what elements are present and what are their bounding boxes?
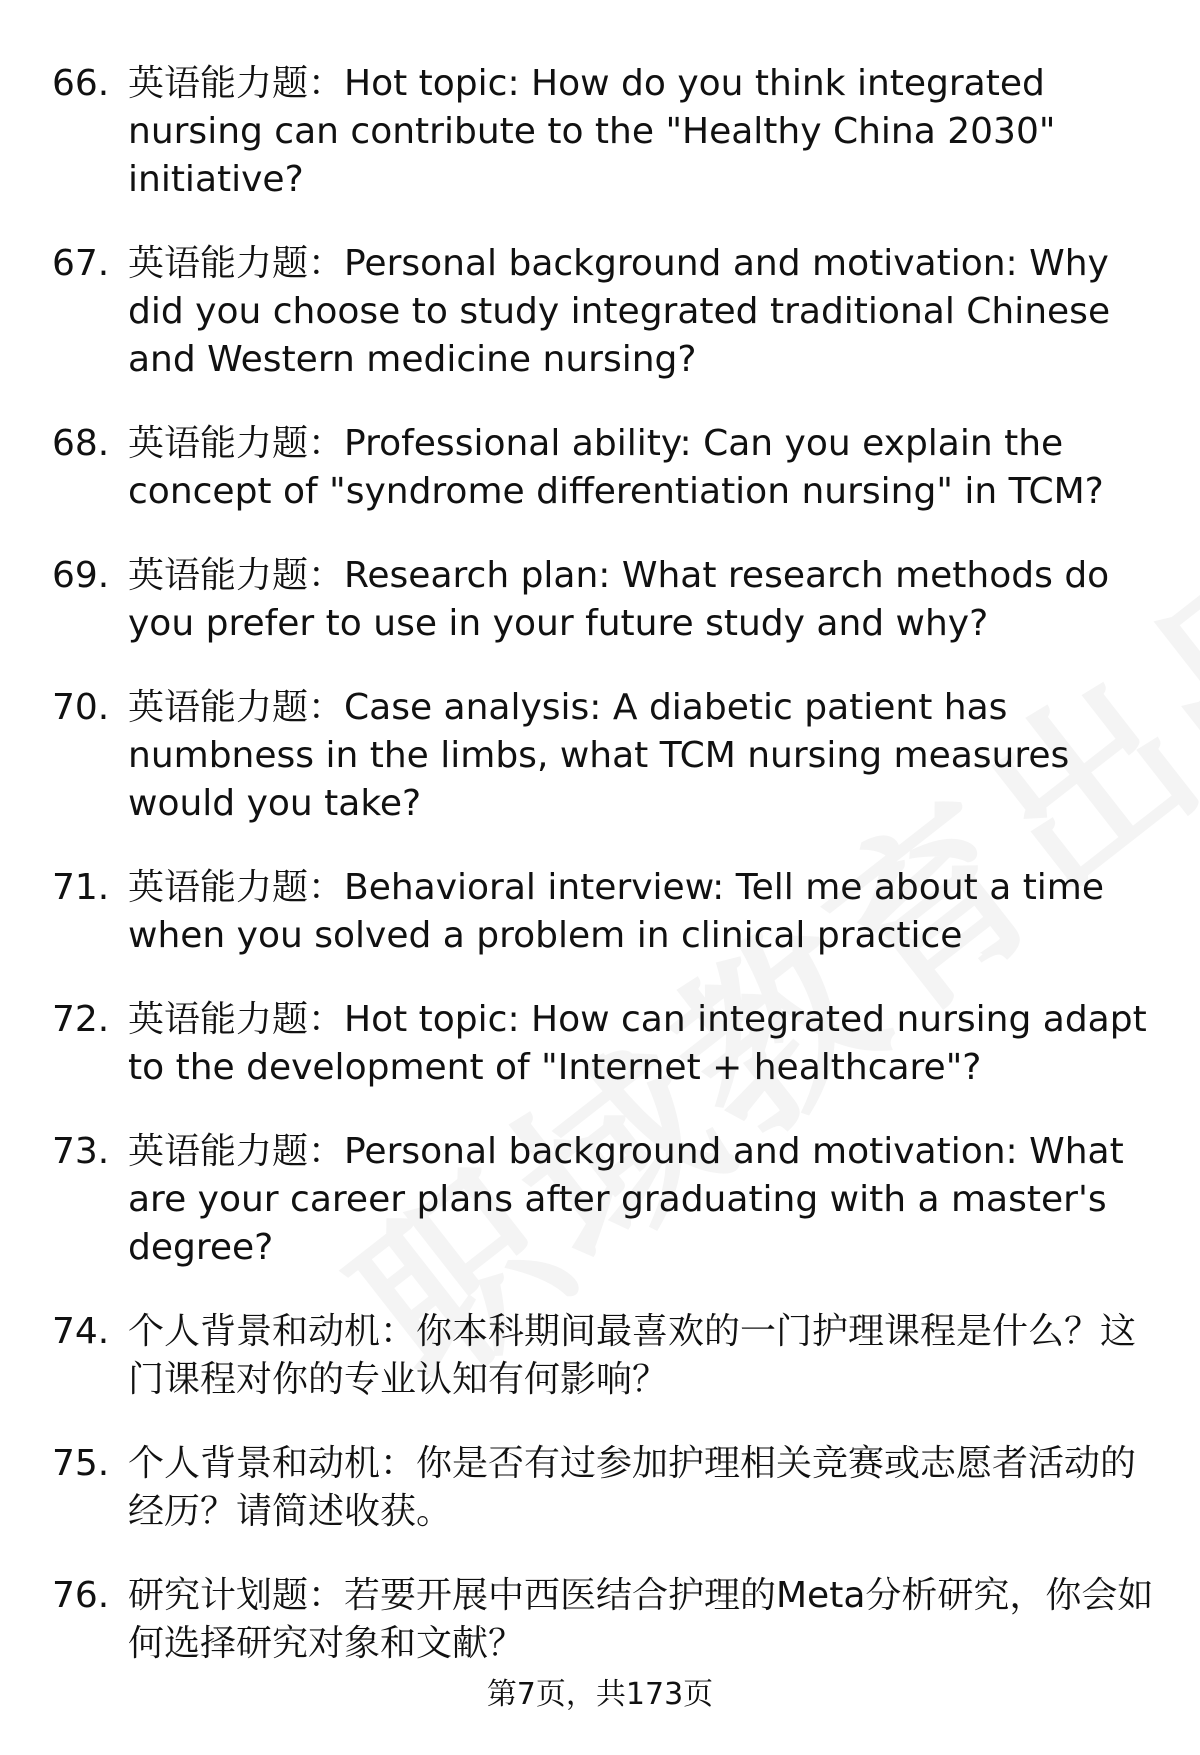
question-text: 英语能力题：Personal background and motivation: Why did you choose to study integrated traditional Chinese and Western medicine nursing?	[128, 243, 1111, 380]
question-number: 70.	[52, 687, 110, 728]
question-number: 76.	[52, 1575, 110, 1616]
question-text: 个人背景和动机：你是否有过参加护理相关竞赛或志愿者活动的经历？请简述收获。	[128, 1443, 1137, 1532]
question-item	[52, 1440, 1162, 1536]
question-number: 74.	[52, 1311, 110, 1352]
question-item	[52, 60, 1162, 204]
question-text: 英语能力题：Personal background and motivation: What are your career plans after graduating with a master's degree?	[128, 1131, 1124, 1268]
question-number: 68.	[52, 423, 110, 464]
question-number: 69.	[52, 555, 110, 596]
question-number: 71.	[52, 867, 110, 908]
question-text: 英语能力题：Hot topic: How can integrated nursing adapt to the development of "Internet + healthcare"?	[128, 999, 1147, 1088]
question-text: 英语能力题：Research plan: What research methods do you prefer to use in your future study and why?	[128, 555, 1110, 644]
page-footer: 第7页，共173页	[486, 1677, 714, 1712]
question-item	[52, 1308, 1162, 1404]
question-number: 75.	[52, 1443, 110, 1484]
question-text: 英语能力题：Behavioral interview: Tell me about a time when you solved a problem in clinical practice	[128, 867, 1105, 956]
question-text: 个人背景和动机：你本科期间最喜欢的一门护理课程是什么？这门课程对你的专业认知有何影响？	[128, 1311, 1137, 1400]
question-item	[52, 1572, 1162, 1668]
question-number: 66.	[52, 63, 110, 104]
question-item	[52, 420, 1162, 516]
question-list	[52, 60, 1162, 1704]
question-text: 研究计划题：若要开展中西医结合护理的Meta分析研究，你会如何选择研究对象和文献？	[128, 1575, 1154, 1664]
question-number: 67.	[52, 243, 110, 284]
question-text: 英语能力题：Professional ability: Can you explain the concept of "syndrome differentiation nursing" in TCM?	[128, 423, 1104, 512]
question-item	[52, 996, 1162, 1092]
question-item	[52, 1128, 1162, 1272]
question-text: 英语能力题：Case analysis: A diabetic patient has numbness in the limbs, what TCM nursing measures would you take?	[128, 687, 1070, 824]
question-item	[52, 552, 1162, 648]
question-number: 73.	[52, 1131, 110, 1172]
question-text: 英语能力题：Hot topic: How do you think integrated nursing can contribute to the "Healthy China 2030" initiative?	[128, 63, 1056, 200]
question-item	[52, 864, 1162, 960]
question-item	[52, 240, 1162, 384]
question-item	[52, 684, 1162, 828]
question-number: 72.	[52, 999, 110, 1040]
